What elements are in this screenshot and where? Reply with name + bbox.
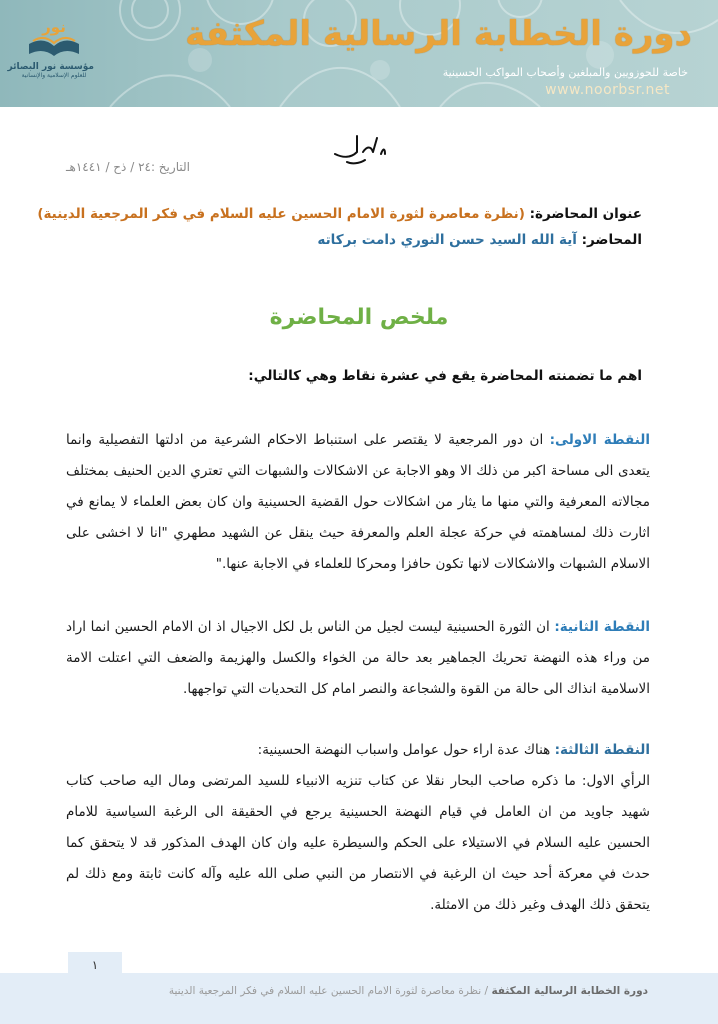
footer-course: دورة الخطابة الرسالية المكثفة	[491, 985, 648, 997]
footer-separator: /	[481, 985, 492, 997]
logo-name: مؤسسة نور البصائر	[7, 62, 94, 72]
point-1-text: ان دور المرجعية لا يقتصر على استنباط الاحكام الشرعية من ادلتها التفصيلية وانما يتعدى الى مساحة اكبر من ذلك الا وهو الاجابة عن الاشكالات والشبهات التي تعتري الدين الحنيف بمختلف مجالاته المعرفية والتي منها ما يثار من اشكالات حول القضية الحسينية وان كان بعض العلماء لا يمانع في اثارت ذلك لمساهمته في حركة عجلة العلم والمعرفة حيث ينقل عن الشهيد مطهري "انا لا اخشى على الاسلام الشبهات والاشكالات لانها تكون حافزا ومحركا للعلماء في الاجابة عنها."	[66, 432, 650, 572]
lecture-title-label: عنوان المحاضرة:	[529, 206, 642, 222]
point-2	[66, 612, 650, 705]
opinion-1: الرأي الاول: ما ذكره صاحب البحار نقلا عن كتاب تنزيه الانبياء للسيد المرتضى ومال اليه صاحب كتاب شهيد جاويد من ان العامل في قيام النهضة الحسينية يرجع في الحقيقة الى الرغبة السياسية للامام الحسين عليه السلام في الاستيلاء على الحكم والسيطرة عليه وان كان الهدف المذكور قد لا يتحقق كما حدث في معركة أحد حيث ان الرغبة في الانتصار من النبي صلى الله عليه وآله كانت ثابتة ومع ذلك لم يتحقق ذلك الهدف وغير ذلك من الامثلة.	[66, 773, 650, 913]
basmala-calligraphy-icon	[329, 128, 389, 168]
point-2-label: النقطة الثانية:	[554, 619, 650, 635]
logo-tagline: للعلوم الإسلامية والإنسانية	[21, 72, 87, 79]
website-link[interactable]: www.noorbsr.net	[545, 82, 670, 98]
footer-caption	[169, 985, 648, 997]
course-subtitle: خاصة للحوزويين والمبلغين وأصحاب المواكب الحسينية	[442, 66, 688, 79]
svg-text:نور: نور	[42, 18, 66, 36]
point-3-text: هناك عدة اراء حول عوامل واسباب النهضة الحسينية:	[257, 742, 555, 758]
intro-text: اهم ما تضمنته المحاضرة يقع في عشرة نقاط وهي كالتالي:	[248, 368, 642, 384]
document-date: التاريخ :٢٤ / ذح / ١٤٤١هـ	[66, 160, 190, 174]
lecturer-value: آية الله السيد حسن النوري دامت بركاته	[317, 232, 577, 248]
lecture-title-line	[37, 206, 642, 222]
lecturer-line	[317, 232, 642, 248]
point-1	[66, 425, 650, 580]
point-3	[66, 735, 650, 766]
page-number: ١	[68, 952, 122, 982]
footer-lecture: نظرة معاصرة لثورة الامام الحسين عليه السلام في فكر المرجعية الدينية	[168, 985, 482, 997]
summary-heading: ملخص المحاضرة	[269, 305, 449, 330]
open-book-icon	[25, 14, 83, 60]
course-title: دورة الخطابة الرسالية المكثفة	[185, 14, 692, 54]
institution-logo	[7, 14, 94, 94]
header-banner	[0, 0, 718, 107]
lecturer-label: المحاضر:	[581, 232, 642, 248]
point-1-label: النقطة الاولى:	[549, 432, 650, 448]
point-3-label: النقطة الثالثة:	[554, 742, 650, 758]
point-2-text: ان الثورة الحسينية ليست لجيل من الناس بل لكل الاجيال اذ ان الامام الحسين انما اراد من وراء هذه النهضة تحريك الجماهير بعد حالة من الخواء والكسل والهزيمة والضعف التي اعتلت الامة الاسلامية انذاك الى حالة من القوة والشجاعة والنصر امام كل التحديات التي تواجهها.	[66, 619, 650, 697]
lecture-title-value: (نظرة معاصرة لثورة الامام الحسين عليه السلام في فكر المرجعية الدينية)	[37, 206, 525, 222]
